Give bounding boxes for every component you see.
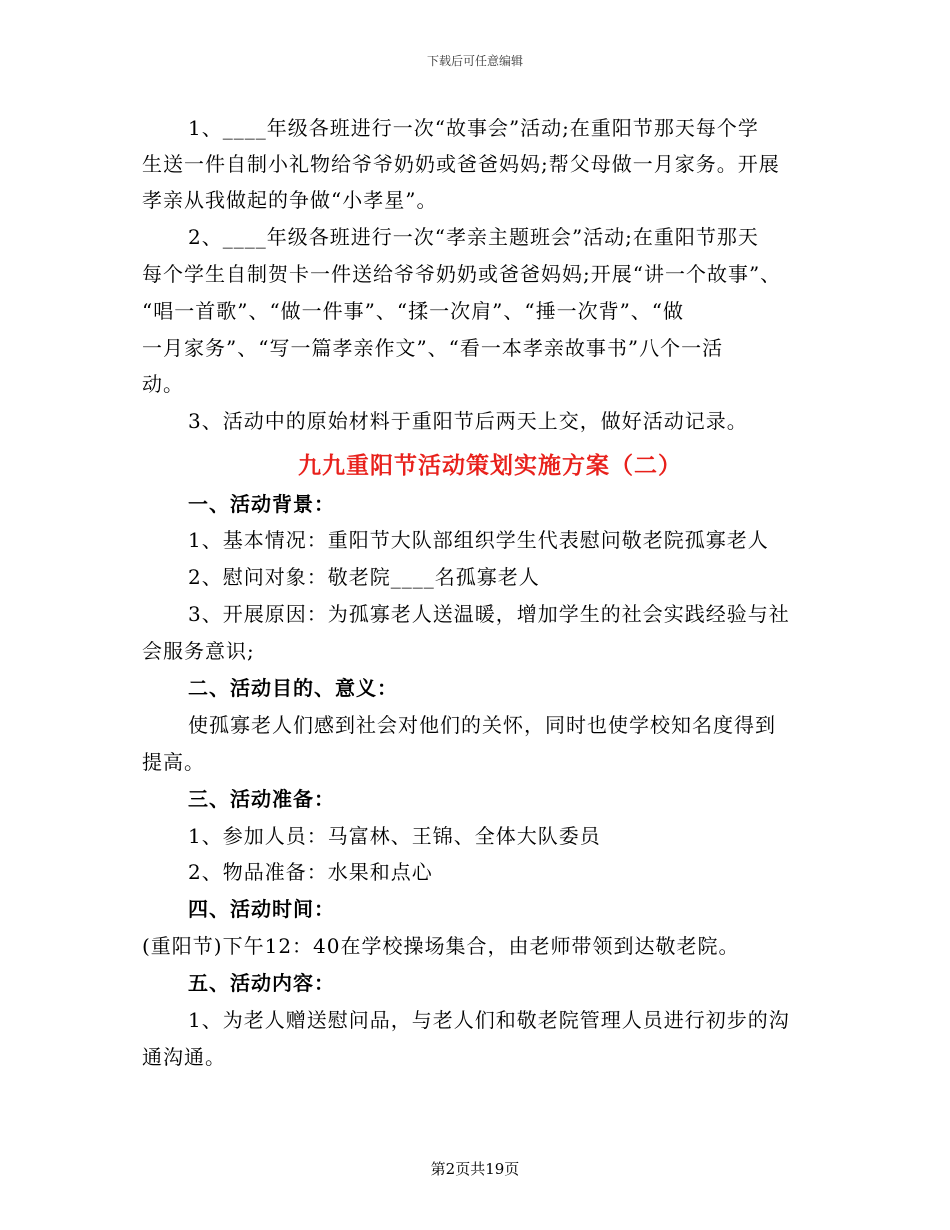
paragraph-line: 3、活动中的原始材料于重阳节后两天上交，做好活动记录。	[188, 409, 748, 433]
page-number-footer: 第2页共19页	[430, 1160, 520, 1178]
paragraph-line: 通沟通。	[142, 1045, 226, 1069]
paragraph-line: “唱一首歌”、“做一件事”、“揉一次肩”、“捶一次背”、“做	[142, 299, 685, 323]
paragraph-line: 1、为老人赠送慰问品，与老人们和敬老院管理人员进行初步的沟	[188, 1008, 790, 1032]
paragraph-line: 2、慰问对象：敬老院____名孤寡老人	[188, 565, 540, 589]
paragraph-line: 1、参加人员：马富林、王锦、全体大队委员	[188, 824, 601, 848]
paragraph-line: 2、物品准备：水果和点心	[188, 860, 433, 884]
paragraph-line: 1、基本情况：重阳节大队部组织学生代表慰问敬老院孤寡老人	[188, 528, 769, 552]
paragraph-line: 每个学生自制贺卡一件送给爷爷奶奶或爸爸妈妈;开展“讲一个故事”、	[142, 262, 782, 286]
paragraph-line: 3、开展原因：为孤寡老人送温暖，增加学生的社会实践经验与社	[188, 602, 790, 626]
paragraph-line: 动。	[142, 372, 184, 396]
section-title: 九九重阳节活动策划实施方案（二）	[298, 452, 682, 479]
heading-background: 一、活动背景：	[188, 492, 335, 516]
heading-time: 四、活动时间：	[188, 897, 335, 921]
page-header-note: 下载后可任意编辑	[426, 54, 523, 68]
paragraph-line: 孝亲从我做起的争做“小孝星”。	[142, 188, 438, 212]
heading-content: 五、活动内容：	[188, 971, 335, 995]
paragraph-line: 一月家务”、“写一篇孝亲作文”、“看一本孝亲故事书”八个一活	[142, 336, 724, 360]
paragraph-line: 生送一件自制小礼物给爷爷奶奶或爸爸妈妈;帮父母做一月家务。开展	[142, 152, 780, 176]
paragraph-line: 2、____年级各班进行一次“孝亲主题班会”活动;在重阳节那天	[188, 225, 759, 249]
paragraph-line: (重阳节)下午12：40在学校操场集合，由老师带领到达敬老院。	[142, 934, 740, 958]
heading-preparation: 三、活动准备：	[188, 787, 335, 811]
paragraph-line: 1、____年级各班进行一次“故事会”活动;在重阳节那天每个学	[188, 116, 759, 140]
paragraph-line: 会服务意识;	[142, 639, 255, 663]
heading-purpose: 二、活动目的、意义：	[188, 676, 398, 700]
paragraph-line: 提高。	[142, 750, 205, 774]
paragraph-line: 使孤寡老人们感到社会对他们的关怀，同时也使学校知名度得到	[188, 713, 776, 737]
